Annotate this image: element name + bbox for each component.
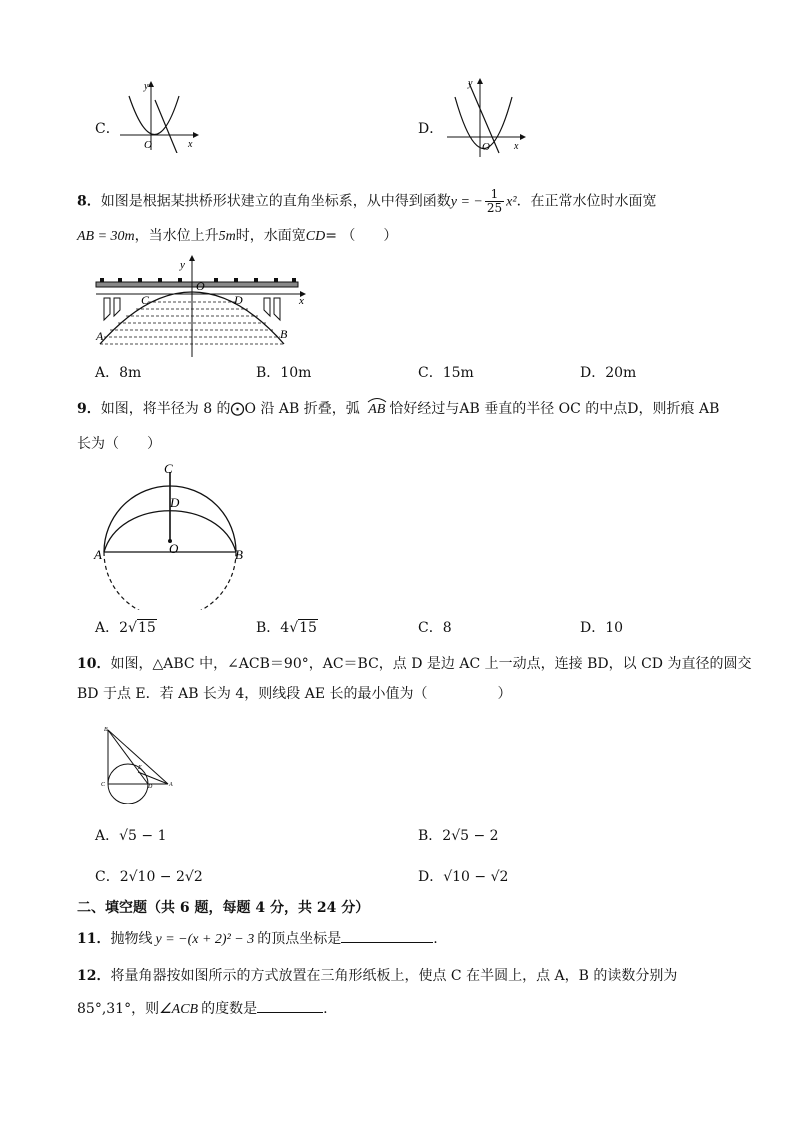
q8-line-2: [77, 226, 397, 247]
q10-option-d[interactable]: D．√10 − √2: [418, 869, 509, 885]
q9-circle-figure: [90, 455, 250, 610]
q8-fig-a: A: [96, 329, 104, 343]
q10-line-2: BD 于点 E．若 AB 长为 4，则线段 AE 长的最小值为（ ）: [77, 686, 512, 702]
q12-end: .: [323, 1001, 328, 1017]
q12-text: 将量角器按如图所示的方式放置在三角形纸板上，使点 C 在半圆上，点 A，B 的读数分别为: [110, 968, 678, 984]
q8-fig-c: C: [141, 293, 150, 307]
q8-func-fraction: $\frac{1}{25}$: [486, 187, 503, 215]
q8-func-lhs: y = −: [450, 194, 483, 210]
q8-func-rhs: x²: [506, 194, 517, 210]
q7-option-c-graph: [115, 78, 200, 153]
q10-line-1: [77, 654, 751, 674]
q7d-y-label: y: [468, 78, 473, 89]
q12-readings: 85°,31°: [77, 1001, 132, 1017]
q8-option-d[interactable]: D．20m: [580, 365, 637, 381]
q10-fig-b: B: [104, 727, 108, 733]
q12-answer-blank[interactable]: [257, 998, 323, 1013]
q9-fig-d: D: [170, 495, 180, 510]
q9-text: 如图，将半径为 8 的⨀O 沿 AB 折叠，弧: [100, 401, 360, 417]
q8-ab-length: AB = 30m: [77, 229, 135, 244]
q9-option-b[interactable]: B．4√15: [256, 620, 317, 636]
q7c-origin-label: O: [144, 139, 152, 151]
section-2-title: 二、填空题（共 6 题，每题 4 分，共 24 分）: [77, 900, 370, 916]
q8-fig-x: x: [299, 295, 304, 307]
q11-answer-blank[interactable]: [341, 928, 433, 943]
q10-fig-d: D: [148, 784, 153, 790]
q11-text-a: 抛物线: [110, 931, 153, 947]
q8-cd: CD: [305, 229, 326, 244]
q9-number: 9．: [77, 401, 101, 417]
q9-fig-o: O: [169, 541, 179, 556]
q9-fig-b: B: [235, 547, 243, 562]
q7d-x-label: x: [514, 141, 519, 152]
q8-blank-paren: = （ ）: [325, 228, 398, 244]
q8-option-b[interactable]: B．10m: [256, 365, 312, 381]
q10-fig-c: C: [101, 782, 106, 788]
q10-fig-a: A: [169, 782, 173, 788]
q8-fig-y: y: [180, 259, 185, 271]
q9-fig-c: C: [164, 461, 173, 476]
arc-mark-icon: [367, 397, 387, 403]
q7c-x-label: x: [188, 139, 193, 150]
q10-fig-e: E: [138, 765, 142, 771]
q8-text-a: 如图是根据某拱桥形状建立的直角坐标系，从中得到函数: [100, 193, 451, 210]
q7c-y-label: y: [144, 81, 149, 92]
q8-bridge-figure: [88, 252, 313, 364]
q9-line-2: 长为（ ）: [77, 436, 161, 452]
q10-option-c[interactable]: C．2√10 − 2√2: [95, 869, 203, 885]
q11-text-b: 的顶点坐标是: [257, 931, 342, 947]
q7d-origin-label: O: [482, 141, 490, 153]
q11-number: 11．: [77, 931, 111, 947]
q12-number: 12．: [77, 968, 111, 984]
q12-text-d: 的度数是: [201, 1001, 258, 1017]
q10-text: 如图，△ABC 中，∠ACB＝90°，AC＝BC，点 D 是边 AC 上一动点，连接 BD，以 CD 为直径的圆交: [110, 656, 752, 672]
q8-fig-b: B: [280, 327, 288, 341]
q11-formula: y = −(x + 2)² − 3: [155, 932, 255, 947]
q9-option-a[interactable]: A．2√15: [95, 620, 156, 636]
q8-text-b: ．在正常水位时水面宽: [516, 193, 657, 210]
q7-option-d-graph: [442, 75, 527, 160]
q7-option-c-label[interactable]: C．: [95, 121, 120, 137]
q9-text-b: 恰好经过与AB 垂直的半径 OC 的中点D，则折痕 AB: [389, 401, 720, 417]
q8-rise: 5m: [218, 229, 236, 244]
q8-line-1: [77, 188, 657, 215]
q11-end: .: [433, 931, 438, 947]
q10-option-a[interactable]: A．√5 − 1: [95, 828, 167, 844]
q8-fig-d: D: [234, 293, 243, 307]
q12-angle: ∠ACB: [159, 1002, 199, 1017]
q11-line: [77, 928, 438, 950]
q8-option-a[interactable]: A．8m: [95, 365, 142, 381]
q12-text-b: ，则: [131, 1001, 160, 1017]
q9-option-d[interactable]: D．10: [580, 620, 624, 636]
q8-line2-text2: 时，水面宽: [235, 228, 306, 244]
q8-number: 8．: [77, 193, 101, 210]
q9-arc-label: AB: [368, 400, 385, 420]
q7-option-d-label[interactable]: D．: [418, 121, 444, 137]
q10-number: 10．: [77, 656, 111, 672]
q8-option-c[interactable]: C．15m: [418, 365, 474, 381]
q8-fig-origin: O: [196, 279, 205, 293]
q9-option-c[interactable]: C．8: [418, 620, 452, 636]
q10-triangle-figure: [96, 722, 178, 804]
q8-line2-text: ，当水位上升: [134, 228, 219, 244]
q12-line-2: [77, 998, 328, 1020]
q12-line-1: [77, 966, 677, 986]
q10-option-b[interactable]: B．2√5 − 2: [418, 828, 499, 844]
q9-line-1: [77, 399, 719, 420]
q9-fig-a: A: [94, 547, 102, 562]
